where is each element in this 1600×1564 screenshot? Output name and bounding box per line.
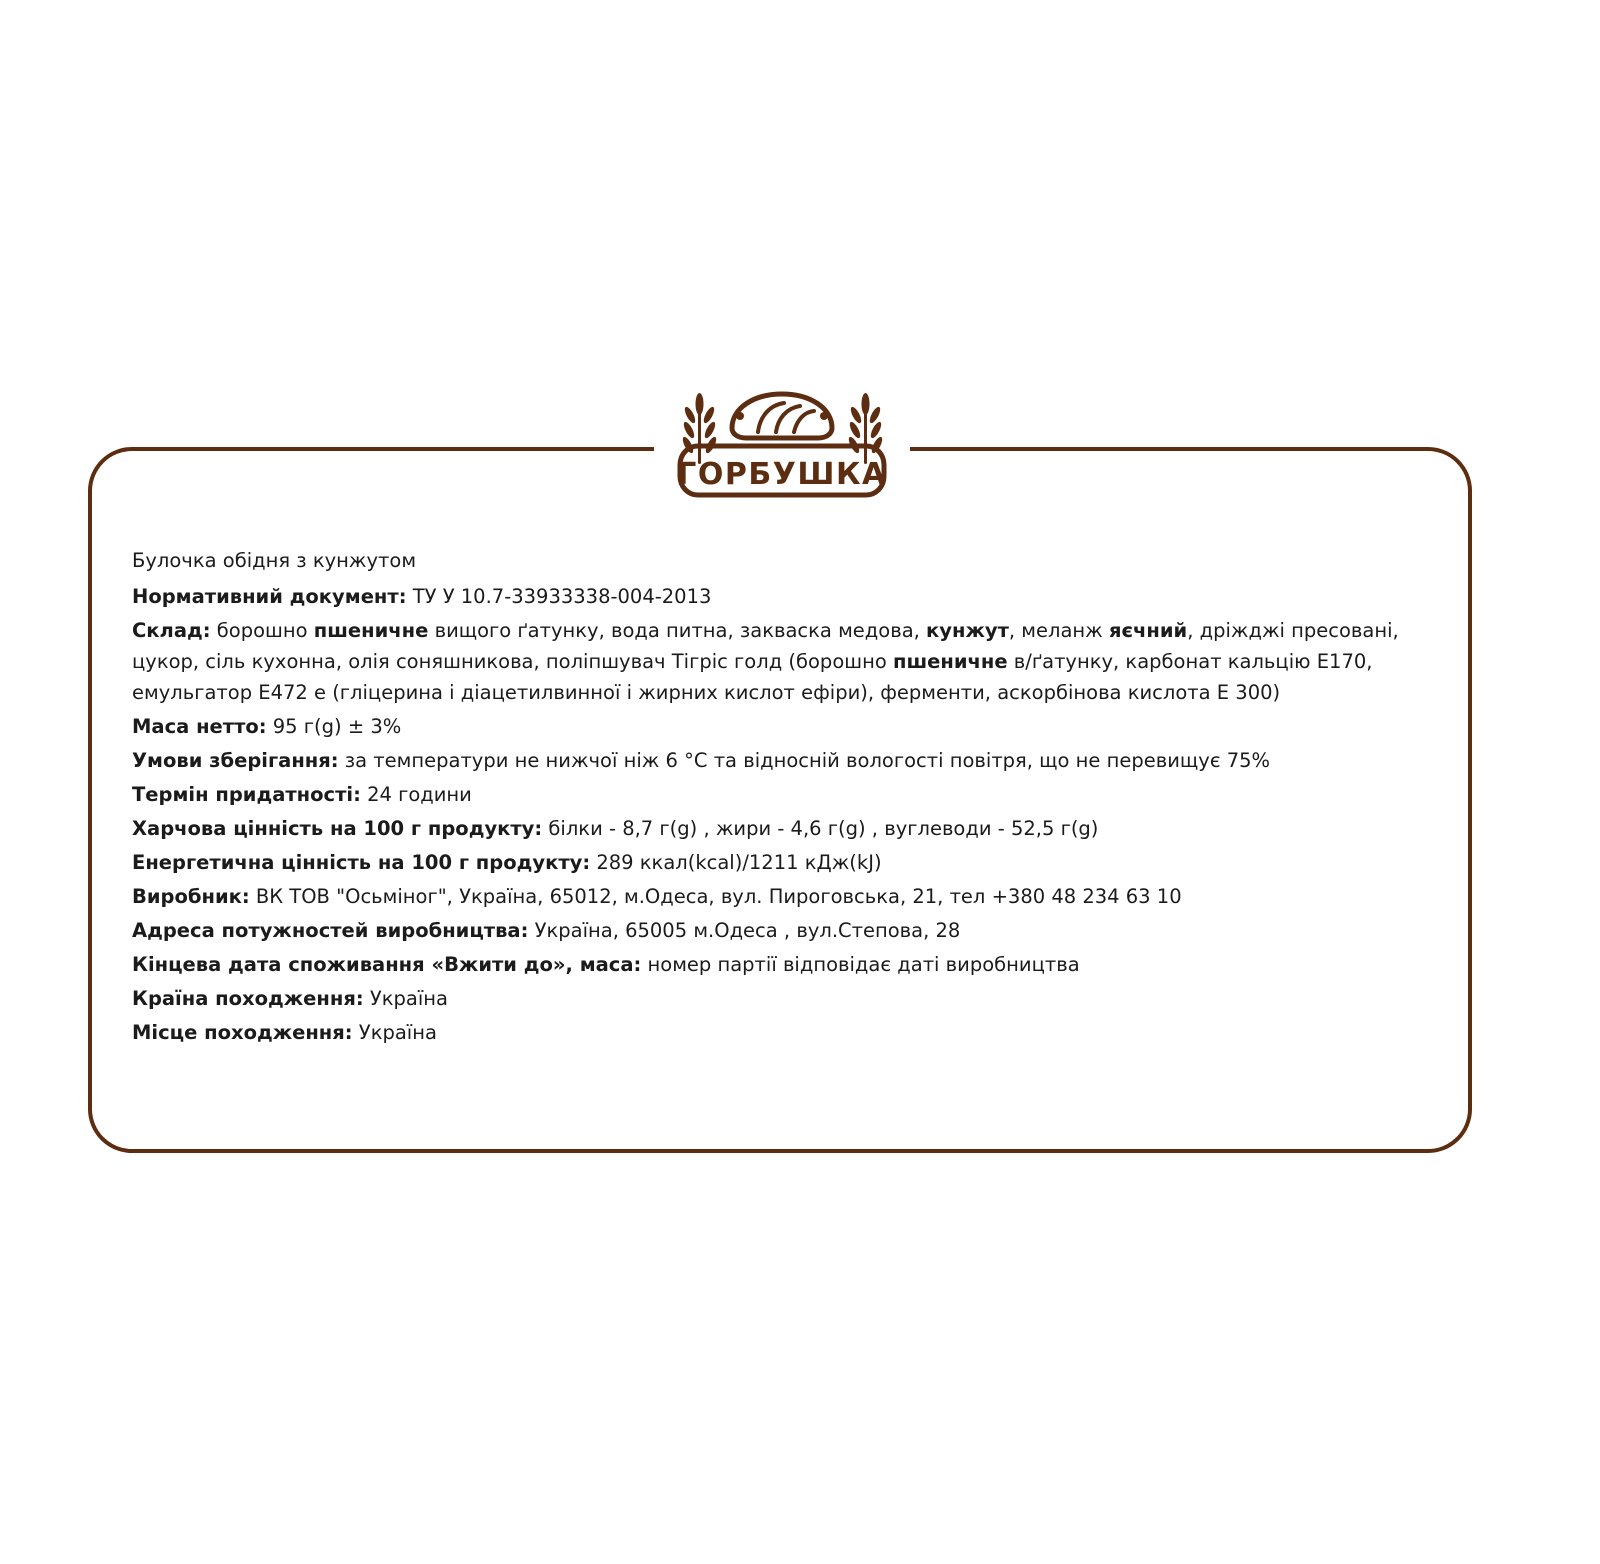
label-row-shelf-life [132,779,1422,810]
label-row-title: Виробник: [132,885,250,908]
product-name: Булочка обідня з кунжутом [132,549,417,572]
label-row-production-facility-address [132,915,1422,946]
label-row-title: Умови зберігання: [132,749,339,772]
label-row-use-by-date [132,949,1422,980]
label-row-net-weight [132,711,1422,742]
label-row-value: Україна [352,1021,437,1044]
label-row-title: Склад: [132,619,211,642]
label-row-title: Країна походження: [132,987,364,1010]
label-row-storage-conditions [132,745,1422,776]
label-row-title: Маса нетто: [132,715,267,738]
brand-name-text: ГОРБУШКА [677,457,887,492]
label-row-value: білки - 8,7 г(g) , жири - 4,6 г(g) , вуглеводи - 52,5 г(g) [542,817,1099,840]
label-row-title: Місце походження: [132,1021,353,1044]
label-row-value: 24 години [360,783,472,806]
label-row-value: номер партії відповідає даті виробництва [641,953,1080,976]
label-row-value: ТУ У 10.7-33933338-004-2013 [406,585,712,608]
bread-loaf-with-wheat-ears-icon [654,372,910,512]
label-row-value: 95 г(g) ± 3% [266,715,402,738]
label-row-title: Енергетична цінність на 100 г продукту: [132,851,591,874]
label-row-manufacturer [132,881,1422,912]
label-row-title: Нормативний документ: [132,585,407,608]
label-row-value: Україна, 65005 м.Одеса , вул.Степова, 28 [528,919,961,942]
label-row-normative-document [132,581,1422,612]
label-row-place-of-origin [132,1017,1422,1048]
label-text-body [132,545,1422,1051]
label-row-value: борошно пшеничне вищого ґатунку, вода питна, закваска медова, кунжут, меланж яєчний, дріжджі пресовані, цукор, сіль кухонна, олія соняшникова, поліпшувач Тігріс голд (борошно пшеничне в/ґатунку, карбонат кальцію Е170, емульгатор Е472 е (гліцерина і діацетилвинної і жирних кислот ефіри), ферменти, аскорбінова кислота Е 300) [132,619,1399,704]
label-row-value: ВК ТОВ "Осьміног", Україна, 65012, м.Одеса, вул. Пироговська, 21, тел +380 48 234 63 10 [249,885,1182,908]
label-row-nutrition-value [132,813,1422,844]
label-row-value: Україна [363,987,448,1010]
label-row-title: Адреса потужностей виробництва: [132,919,529,942]
brand-logo [654,372,910,512]
label-row-value: за температури не нижчої ніж 6 °С та відносній вологості повітря, що не перевищує 75% [338,749,1271,772]
label-row-value: 289 ккал(kcal)/1211 кДж(kJ) [590,851,882,874]
label-rows [132,581,1422,1048]
label-row-title: Кінцева дата споживання «Вжити до», маса: [132,953,642,976]
label-row-energy-value [132,847,1422,878]
label-row-title: Харчова цінність на 100 г продукту: [132,817,543,840]
label-row-country-of-origin [132,983,1422,1014]
label-row-composition [132,615,1422,708]
label-row-title: Термін придатності: [132,783,361,806]
